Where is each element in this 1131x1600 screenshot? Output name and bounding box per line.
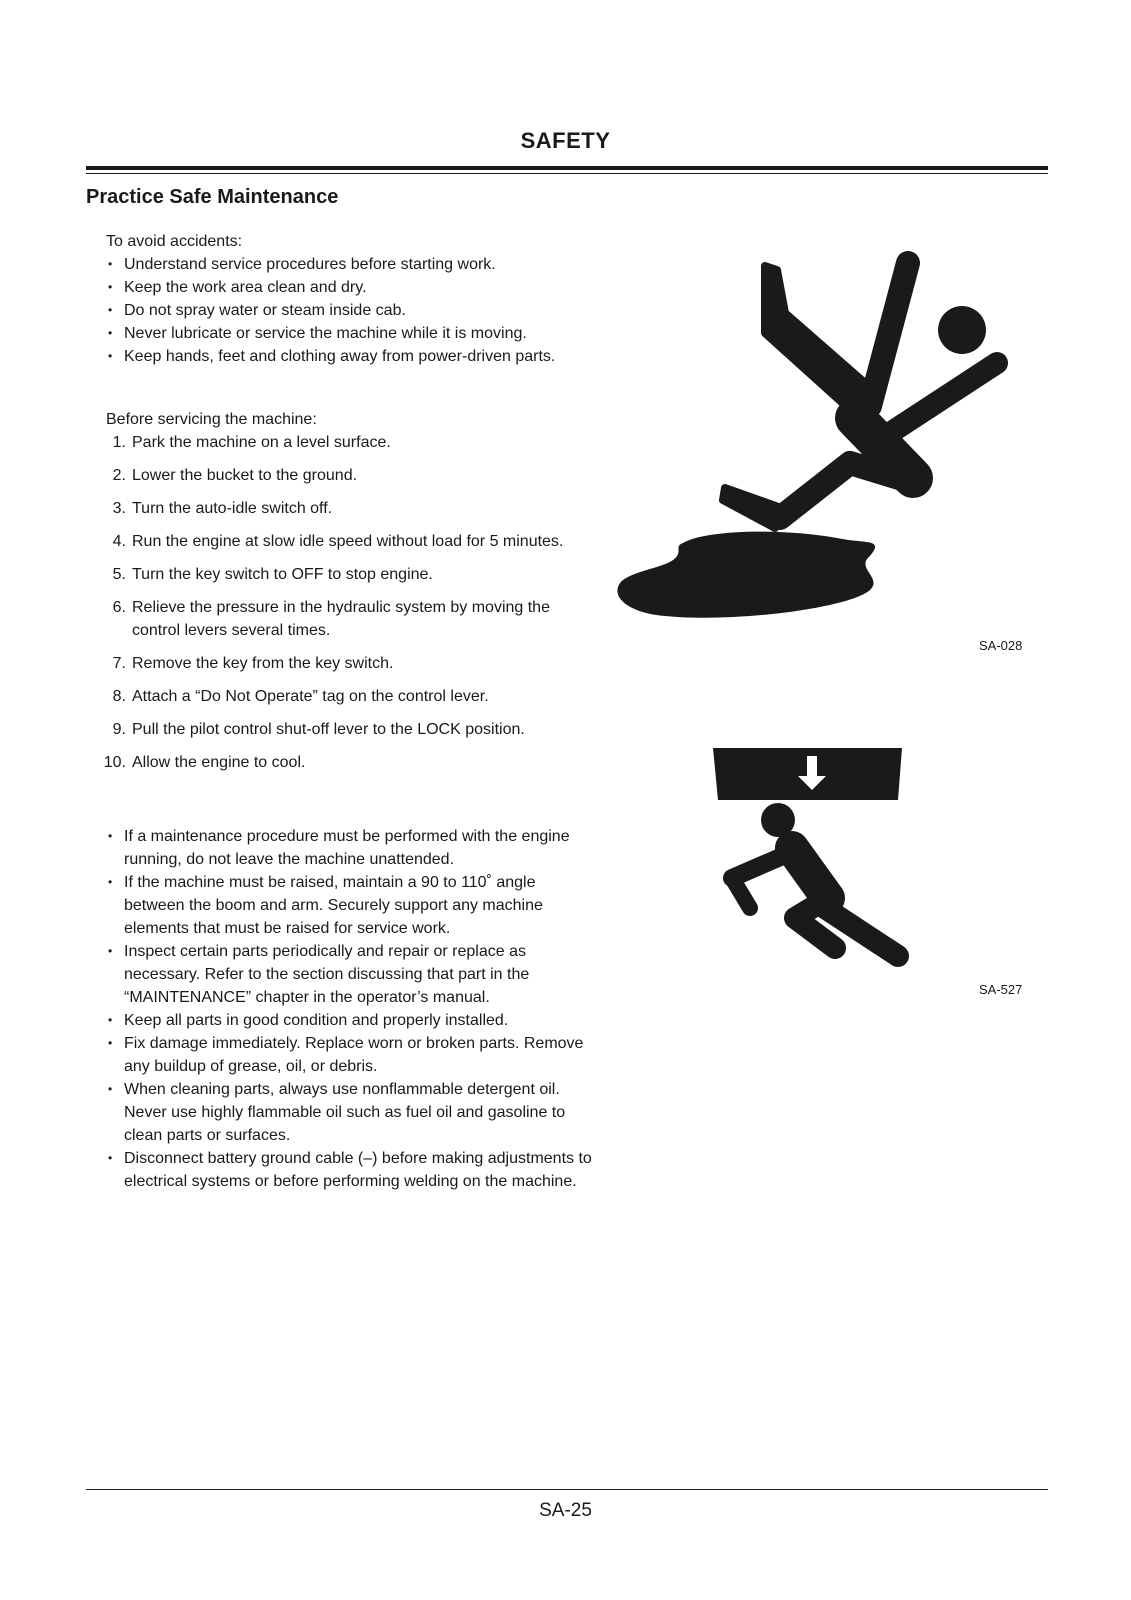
step-item [106,563,596,586]
figure-code: SA-527 [979,982,1023,997]
section-title: Practice Safe Maintenance [86,186,339,208]
step-item [106,596,596,642]
step-text: Pull the pilot control shut-off lever to the LOCK position. [132,721,525,738]
step-item [106,685,596,708]
intro-block [106,230,596,368]
step-number: 1. [112,434,126,451]
list-item: • Do not spray water or steam inside cab. [106,299,596,322]
intro-lead: To avoid accidents: [106,233,243,250]
step-text: Attach a “Do Not Operate” tag on the control lever. [132,688,489,705]
slipping-person-icon [615,238,1035,633]
notes-bullet-list [106,825,596,1193]
steps-list [103,431,596,774]
page-number: SA-25 [539,1500,592,1521]
list-item: • When cleaning parts, always use nonflammable detergent oil. Never use highly flammable oil such as fuel oil and gasoline to clean parts or surfaces. [106,1078,596,1147]
step-item [106,530,596,553]
list-item: • If a maintenance procedure must be performed with the engine running, do not leave the machine unattended. [106,825,596,871]
step-item [106,464,596,487]
step-item [103,751,596,774]
before-lead: Before servicing the machine: [106,411,317,428]
step-number: 7. [112,655,126,672]
list-item: • Never lubricate or service the machine while it is moving. [106,322,596,345]
step-text: Park the machine on a level surface. [132,434,391,451]
step-text: Allow the engine to cool. [132,754,306,771]
before-block [103,408,596,784]
intro-bullet-list [106,253,596,368]
step-number: 10. [103,754,126,771]
step-item [106,497,596,520]
step-text: Relieve the pressure in the hydraulic system by moving the control levers several times. [132,599,550,639]
figure-code: SA-028 [979,638,1023,653]
footer-rule [86,1489,1048,1490]
step-text: Remove the key from the key switch. [132,655,394,672]
crushed-person-icon [700,748,930,973]
step-number: 8. [112,688,126,705]
header-rule-thin [86,173,1048,174]
step-number: 2. [112,467,126,484]
list-item: • Keep all parts in good condition and properly installed. [106,1009,596,1032]
step-number: 4. [112,533,126,550]
step-text: Lower the bucket to the ground. [132,467,358,484]
step-item [106,431,596,454]
list-item: • If the machine must be raised, maintain a 90 to 110˚ angle between the boom and arm. Securely support any machine elements that must be raised for service work. [106,871,596,940]
list-item: • Understand service procedures before starting work. [106,253,596,276]
step-number: 5. [112,566,126,583]
step-text: Run the engine at slow idle speed without load for 5 minutes. [132,533,564,550]
list-item: • Fix damage immediately. Replace worn or broken parts. Remove any buildup of grease, oil, or debris. [106,1032,596,1078]
list-item: • Inspect certain parts periodically and repair or replace as necessary. Refer to the section discussing that part in the “MAINTENANCE” chapter in the operator’s manual. [106,940,596,1009]
step-text: Turn the key switch to OFF to stop engine. [132,566,433,583]
step-number: 6. [112,599,126,616]
step-item [106,652,596,675]
step-text: Turn the auto-idle switch off. [132,500,333,517]
step-number: 3. [112,500,126,517]
page-header-title: SAFETY [520,128,611,153]
notes-block [106,825,596,1193]
list-item: • Keep hands, feet and clothing away from power-driven parts. [106,345,596,368]
step-item [106,718,596,741]
list-item: • Keep the work area clean and dry. [106,276,596,299]
step-number: 9. [112,721,126,738]
list-item: • Disconnect battery ground cable (–) before making adjustments to electrical systems or before performing welding on the machine. [106,1147,596,1193]
header-rule [86,166,1048,170]
